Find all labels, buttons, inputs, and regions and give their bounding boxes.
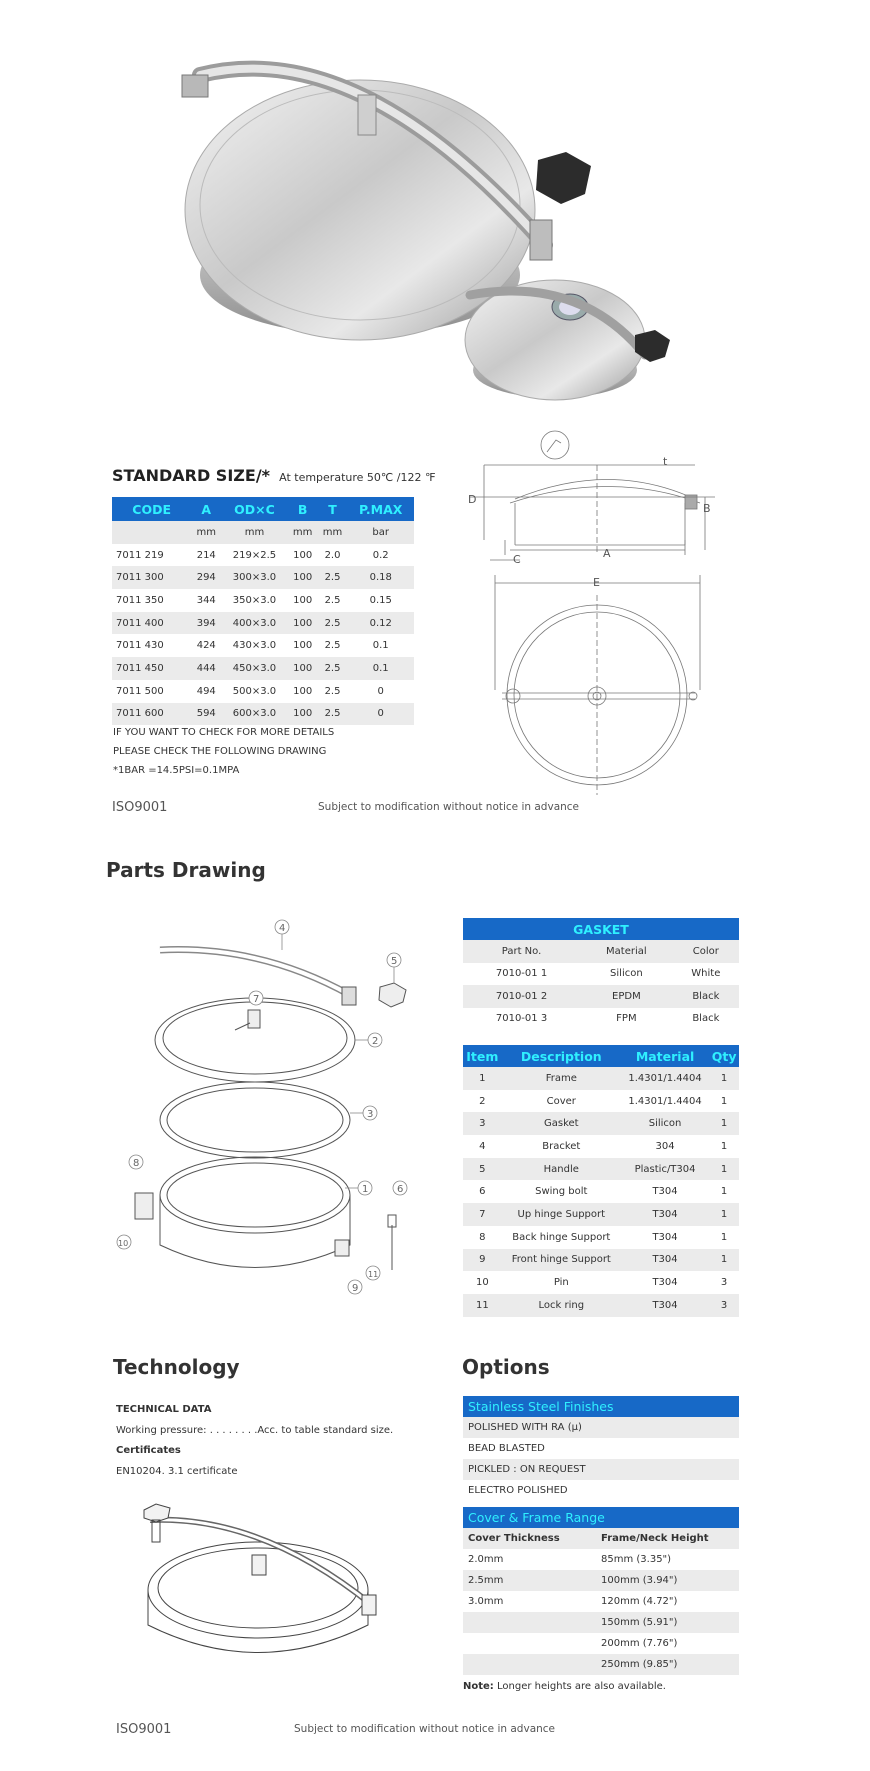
table-row: [463, 1090, 739, 1113]
table-cell: 1: [720, 1186, 728, 1198]
range-row: [463, 1549, 739, 1570]
unit-cell: mm: [288, 521, 318, 544]
note-line: IF YOU WANT TO CHECK FOR MORE DETAILS: [113, 727, 335, 738]
parts-drawing-title: Parts Drawing: [106, 858, 266, 882]
table-cell: 100: [293, 640, 313, 652]
table-cell: 7010-01 3: [495, 1013, 548, 1025]
range-header-row: [463, 1528, 739, 1549]
table-cell: 1: [720, 1231, 728, 1243]
table-cell: 7010-01 2: [463, 985, 580, 1008]
table-row: [112, 657, 414, 680]
callout-2: 2: [372, 1036, 379, 1047]
callout-9: 9: [352, 1283, 359, 1294]
table-row: [463, 1158, 739, 1181]
dim-label-t: t: [663, 455, 668, 468]
table-cell: 2.5: [318, 657, 348, 680]
standard-size-title: STANDARD SIZE/*: [112, 466, 271, 485]
range-cell: 85mm (3.35"): [601, 1554, 672, 1565]
table-cell: 11: [463, 1294, 502, 1317]
col-description: Description: [502, 1045, 621, 1067]
table-row: [463, 963, 739, 986]
dim-label-c: C: [513, 553, 521, 566]
table-row: [463, 1226, 739, 1249]
table-cell: EPDM: [580, 985, 673, 1008]
table-cell: Silicon: [610, 968, 643, 980]
col-material: Material: [621, 1045, 709, 1067]
table-cell: Bracket: [542, 1140, 581, 1152]
table-row: [463, 1271, 739, 1294]
gasket-col-material: Material: [580, 940, 673, 963]
table-cell: 350×3.0: [232, 594, 277, 606]
range-cell: [463, 1612, 601, 1633]
manhole-line-drawing: [140, 1495, 400, 1685]
table-cell: 7: [463, 1203, 502, 1226]
table-cell: 0.1: [372, 640, 389, 652]
col-item: Item: [463, 1045, 502, 1067]
table-row: [463, 1112, 739, 1135]
table-cell: White: [691, 968, 721, 980]
table-cell: T304: [652, 1186, 678, 1198]
table-row: [112, 612, 414, 635]
callout-4: 4: [279, 923, 286, 934]
dim-label-e: E: [593, 576, 600, 589]
col-t: T: [318, 497, 348, 521]
range-note: [463, 1681, 739, 1692]
col-qty: Qty: [709, 1045, 739, 1067]
finish-item: BEAD BLASTED: [468, 1443, 545, 1454]
callout-1: 1: [362, 1184, 369, 1195]
table-cell: Handle: [502, 1158, 621, 1181]
certificates-label: Certificates: [116, 1445, 181, 1456]
standard-size-subtitle: At temperature 50℃ /122 ℉: [279, 471, 436, 484]
table-row: [463, 1294, 739, 1317]
standard-notes: [113, 723, 334, 780]
table-row: [463, 1067, 739, 1090]
table-cell: 1: [709, 1158, 739, 1181]
table-cell: 2.5: [324, 640, 341, 652]
table-cell: Silicon: [621, 1112, 709, 1135]
iso-label-bottom: ISO9001: [116, 1722, 172, 1737]
table-cell: 424: [196, 640, 216, 652]
table-cell: 1: [709, 1067, 739, 1090]
table-cell: 100: [288, 657, 318, 680]
range-row: [463, 1570, 739, 1591]
table-cell: 300×3.0: [221, 566, 288, 589]
col-b: B: [288, 497, 318, 521]
table-cell: 2.5: [318, 566, 348, 589]
table-cell: Plastic/T304: [621, 1158, 709, 1181]
table-cell: 7011 600: [112, 703, 191, 726]
table-cell: 494: [196, 685, 216, 697]
table-cell: 3: [720, 1277, 728, 1289]
table-cell: 7011 350: [116, 594, 164, 606]
unit-cell: mm: [318, 521, 348, 544]
certificate-text: EN10204. 3.1 certificate: [116, 1465, 238, 1477]
callout-6: 6: [397, 1184, 404, 1195]
table-cell: 10: [475, 1277, 489, 1289]
table-cell: 0.12: [347, 612, 414, 635]
iso-label: ISO9001: [112, 800, 168, 815]
table-cell: 1.4301/1.4404: [628, 1095, 702, 1107]
finish-item: ELECTRO POLISHED: [468, 1485, 568, 1496]
table-cell: 2.5: [318, 612, 348, 635]
notice-text: Subject to modification without notice in advance: [318, 801, 580, 813]
note-label: Note:: [463, 1681, 494, 1692]
callout-11: 11: [368, 1270, 379, 1279]
unit-cell: bar: [347, 521, 414, 544]
table-cell: Pin: [553, 1277, 569, 1289]
table-cell: 594: [191, 703, 221, 726]
finishes-box: [463, 1396, 739, 1501]
table-cell: T304: [621, 1249, 709, 1272]
table-cell: 100: [293, 549, 313, 561]
parts-list-table: [463, 1045, 739, 1317]
table-row: [463, 1203, 739, 1226]
table-cell: 7011 500: [116, 685, 164, 697]
table-cell: 0.1: [347, 657, 414, 680]
callout-7: 7: [253, 994, 260, 1005]
col-pmax: P.MAX: [347, 497, 414, 521]
table-cell: 450×3.0: [221, 657, 288, 680]
callout-8: 8: [133, 1158, 140, 1169]
range-row: [463, 1654, 739, 1675]
unit-cell: mm: [221, 521, 288, 544]
notice-text-bottom: Subject to modification without notice in advance: [294, 1723, 556, 1735]
table-row: [112, 566, 414, 589]
cover-frame-range-box: [463, 1507, 739, 1692]
table-cell: 0.2: [372, 549, 389, 561]
table-cell: 0: [347, 703, 414, 726]
range-cell: [463, 1654, 601, 1675]
unit-cell: mm: [191, 521, 221, 544]
table-cell: 219×2.5: [232, 549, 277, 561]
table-cell: 444: [191, 657, 221, 680]
range-cell: 120mm (4.72"): [601, 1596, 678, 1607]
table-cell: T304: [621, 1203, 709, 1226]
table-row: [112, 589, 414, 612]
dim-label-a: A: [603, 547, 611, 560]
table-row: [112, 544, 414, 567]
gasket-header-row: [463, 940, 739, 963]
table-cell: 1: [709, 1203, 739, 1226]
table-cell: 394: [191, 612, 221, 635]
table-cell: 304: [655, 1140, 675, 1152]
finish-item: PICKLED : ON REQUEST: [463, 1459, 739, 1480]
options-title: Options: [462, 1355, 550, 1379]
table-cell: 1: [720, 1140, 728, 1152]
table-row: [463, 1249, 739, 1272]
table-cell: Cover: [546, 1095, 576, 1107]
table-cell: Black: [692, 1013, 720, 1025]
range-cell: 100mm (3.94"): [601, 1575, 678, 1586]
table-cell: 3: [463, 1112, 502, 1135]
table-cell: Up hinge Support: [502, 1203, 621, 1226]
parts-list-header-row: [463, 1045, 739, 1067]
range-cell: 200mm (7.76"): [601, 1638, 678, 1649]
table-cell: 9: [463, 1249, 502, 1272]
range-cell: 2.0mm: [468, 1554, 504, 1565]
dim-label-d: D: [468, 493, 477, 506]
table-row: [463, 985, 739, 1008]
range-cell: [463, 1633, 601, 1654]
table-cell: 3: [709, 1294, 739, 1317]
table-cell: 1: [709, 1249, 739, 1272]
table-cell: Lock ring: [502, 1294, 621, 1317]
table-cell: 100: [288, 612, 318, 635]
table-cell: 100: [293, 685, 313, 697]
table-cell: 8: [479, 1231, 486, 1243]
table-cell: 500×3.0: [232, 685, 277, 697]
callout-3: 3: [367, 1109, 374, 1120]
table-cell: T304: [652, 1231, 678, 1243]
table-cell: 430×3.0: [232, 640, 277, 652]
callout-5: 5: [391, 956, 398, 967]
range-cell: 3.0mm: [468, 1596, 504, 1607]
finishes-title: Stainless Steel Finishes: [463, 1396, 739, 1417]
table-cell: 100: [288, 566, 318, 589]
working-pressure: Working pressure: . . . . . . . .Acc. to table standard size.: [116, 1424, 394, 1436]
table-row: [112, 680, 414, 703]
range-col-cover: Cover Thickness: [468, 1533, 560, 1544]
exploded-parts-drawing: [110, 905, 410, 1315]
table-row: [463, 1135, 739, 1158]
table-cell: 7011 219: [116, 549, 164, 561]
table-cell: Swing bolt: [535, 1186, 588, 1198]
table-row: [112, 634, 414, 657]
table-cell: Back hinge Support: [512, 1231, 611, 1243]
table-cell: 1: [720, 1095, 728, 1107]
finish-item: POLISHED WITH RA (μ): [463, 1417, 739, 1438]
table-cell: 6: [479, 1186, 486, 1198]
table-cell: 214: [196, 549, 216, 561]
table-cell: 7011 400: [112, 612, 191, 635]
table-cell: Black: [673, 985, 739, 1008]
table-cell: 0.15: [369, 594, 392, 606]
note-line: PLEASE CHECK THE FOLLOWING DRAWING: [113, 746, 327, 757]
table-cell: 2.5: [324, 685, 341, 697]
table-cell: 7011 430: [116, 640, 164, 652]
range-cell: 150mm (5.91"): [601, 1617, 678, 1628]
range-row: [463, 1612, 739, 1633]
table-cell: T304: [652, 1277, 678, 1289]
unit-cell: [112, 521, 191, 544]
table-cell: Gasket: [502, 1112, 621, 1135]
table-cell: 0: [377, 685, 384, 697]
technical-data-label: TECHNICAL DATA: [116, 1404, 212, 1415]
units-row: [112, 521, 414, 544]
dim-label-b: B: [703, 502, 711, 515]
range-row: [463, 1591, 739, 1612]
table-cell: 294: [191, 566, 221, 589]
table-cell: 5: [463, 1158, 502, 1181]
range-col-frame: Frame/Neck Height: [601, 1533, 709, 1544]
gasket-title: GASKET: [463, 918, 739, 940]
table-cell: T304: [621, 1294, 709, 1317]
col-odc: OD×C: [221, 497, 288, 521]
table-cell: 2.5: [318, 703, 348, 726]
table-cell: 2.0: [324, 549, 341, 561]
gasket-col-color: Color: [673, 940, 739, 963]
table-cell: 7011 450: [112, 657, 191, 680]
table-cell: Frame: [502, 1067, 621, 1090]
table-row: [112, 703, 414, 726]
note-text: Longer heights are also available.: [497, 1681, 666, 1692]
table-cell: 7011 300: [112, 566, 191, 589]
table-cell: 100: [288, 703, 318, 726]
table-cell: 1: [463, 1067, 502, 1090]
table-cell: 100: [293, 594, 313, 606]
table-cell: 2.5: [324, 594, 341, 606]
table-cell: 4: [479, 1140, 486, 1152]
product-photo: [160, 35, 680, 415]
table-row: [463, 1008, 739, 1031]
range-cell: 250mm (9.85"): [601, 1659, 678, 1670]
range-title: Cover & Frame Range: [463, 1507, 739, 1528]
standard-size-header-row: [112, 497, 414, 521]
table-cell: Front hinge Support: [502, 1249, 621, 1272]
table-cell: 1: [709, 1112, 739, 1135]
table-cell: 400×3.0: [221, 612, 288, 635]
dimension-drawing: [460, 425, 740, 805]
table-row: [463, 1180, 739, 1203]
table-cell: FPM: [616, 1013, 637, 1025]
table-cell: 1.4301/1.4404: [621, 1067, 709, 1090]
col-code: CODE: [112, 497, 191, 521]
range-row: [463, 1633, 739, 1654]
table-cell: 2: [479, 1095, 486, 1107]
gasket-table: [463, 918, 739, 1030]
technology-title: Technology: [113, 1355, 240, 1379]
note-line: *1BAR =14.5PSI=0.1MPA: [113, 765, 240, 776]
standard-size-table: [112, 497, 414, 725]
gasket-col-partno: Part No.: [463, 940, 580, 963]
table-cell: 7010-01 1: [495, 968, 548, 980]
range-cell: 2.5mm: [468, 1575, 504, 1586]
technical-data: [116, 1400, 393, 1482]
table-cell: 0.18: [347, 566, 414, 589]
callout-10: 10: [118, 1239, 129, 1248]
col-a: A: [191, 497, 221, 521]
table-cell: 600×3.0: [221, 703, 288, 726]
table-cell: 344: [196, 594, 216, 606]
